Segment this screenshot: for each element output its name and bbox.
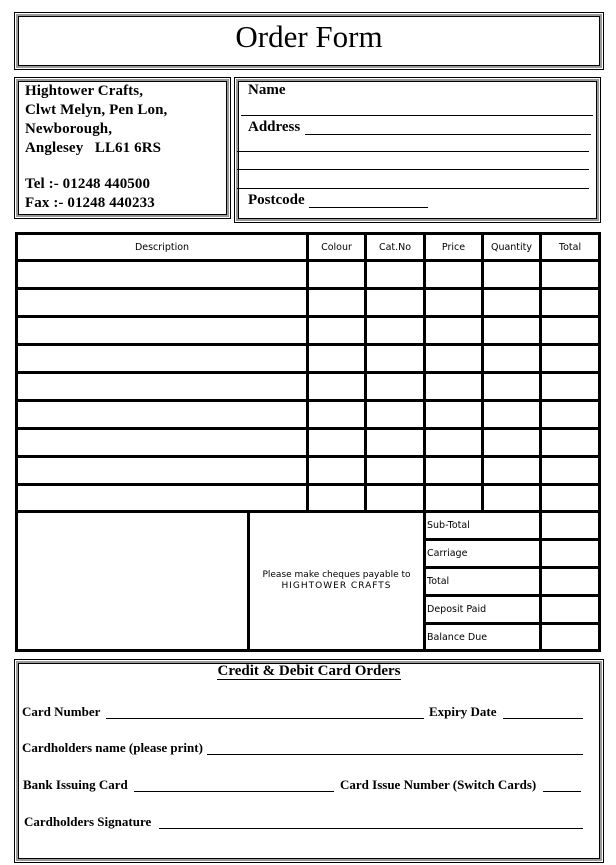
expiry-date-field[interactable]: [503, 718, 583, 719]
company-tel: Tel :- 01248 440500: [25, 176, 151, 192]
expiry-date-label: Expiry Date: [429, 704, 497, 719]
company-address-line: Newborough,: [25, 121, 113, 137]
table-row[interactable]: [18, 262, 598, 287]
table-row[interactable]: [18, 290, 598, 315]
address-field-1[interactable]: [305, 134, 591, 135]
card-number-field[interactable]: [106, 718, 424, 719]
company-name: Hightower Crafts,: [25, 83, 144, 99]
total-label: Total: [427, 576, 450, 587]
card-issue-number-label: Card Issue Number (Switch Cards): [340, 777, 537, 792]
company-address-line: Anglesey LL61 6RS: [25, 140, 162, 156]
address-field-2[interactable]: [237, 151, 589, 152]
postcode-label: Postcode: [248, 192, 305, 208]
table-row[interactable]: [18, 458, 598, 483]
customer-details-box: [234, 77, 601, 223]
carriage-label: Carriage: [427, 548, 468, 559]
company-address-line: Clwt Melyn, Pen Lon,: [25, 102, 168, 118]
title-box: [14, 12, 604, 70]
postcode-field[interactable]: [309, 207, 428, 208]
table-row[interactable]: [18, 402, 598, 427]
name-field[interactable]: [241, 115, 593, 116]
bank-issuing-label: Bank Issuing Card: [23, 777, 128, 792]
bank-issuing-field[interactable]: [134, 791, 334, 792]
signature-field[interactable]: [159, 828, 583, 829]
carriage-field[interactable]: [542, 541, 598, 566]
cheque-note: [250, 513, 423, 649]
card-orders-title: Credit & Debit Card Orders: [217, 663, 401, 679]
subtotal-field[interactable]: [542, 513, 598, 538]
table-row[interactable]: [18, 486, 598, 510]
cheque-note-payee: HIGHTOWER CRAFTS: [281, 581, 392, 591]
deposit-paid-label: Deposit Paid: [427, 604, 487, 615]
card-orders-box: [14, 659, 604, 863]
signature-label: Cardholders Signature: [24, 814, 152, 829]
column-header-quantity: Quantity: [490, 241, 533, 253]
column-header-colour: Colour: [321, 241, 352, 253]
card-number-label: Card Number: [22, 704, 101, 719]
column-header-total: Total: [558, 241, 582, 253]
page-title: Order Form: [235, 19, 383, 54]
balance-due-field[interactable]: [542, 625, 598, 649]
cardholder-name-field[interactable]: [207, 754, 583, 755]
order-table: [15, 232, 601, 652]
table-row[interactable]: [18, 318, 598, 343]
cardholder-name-label: Cardholders name (please print): [22, 740, 203, 755]
table-row[interactable]: [18, 346, 598, 371]
balance-due-label: Balance Due: [427, 632, 488, 643]
company-fax: Fax :- 01248 440233: [25, 195, 155, 211]
company-address-box: [14, 77, 231, 219]
cheque-note-line: Please make cheques payable to: [262, 570, 411, 580]
deposit-paid-field[interactable]: [542, 597, 598, 622]
column-header-cat-no: Cat.No: [378, 241, 412, 253]
address-label: Address: [248, 119, 301, 135]
column-header-description: Description: [134, 241, 190, 253]
column-header-price: Price: [441, 241, 466, 253]
table-row[interactable]: [18, 430, 598, 455]
name-label: Name: [248, 82, 286, 98]
total-field[interactable]: [542, 569, 598, 594]
table-row[interactable]: [18, 374, 598, 399]
address-field-4[interactable]: [237, 188, 589, 189]
card-issue-number-field[interactable]: [543, 791, 581, 792]
subtotal-label: Sub-Total: [427, 520, 470, 531]
address-field-3[interactable]: [237, 169, 589, 170]
